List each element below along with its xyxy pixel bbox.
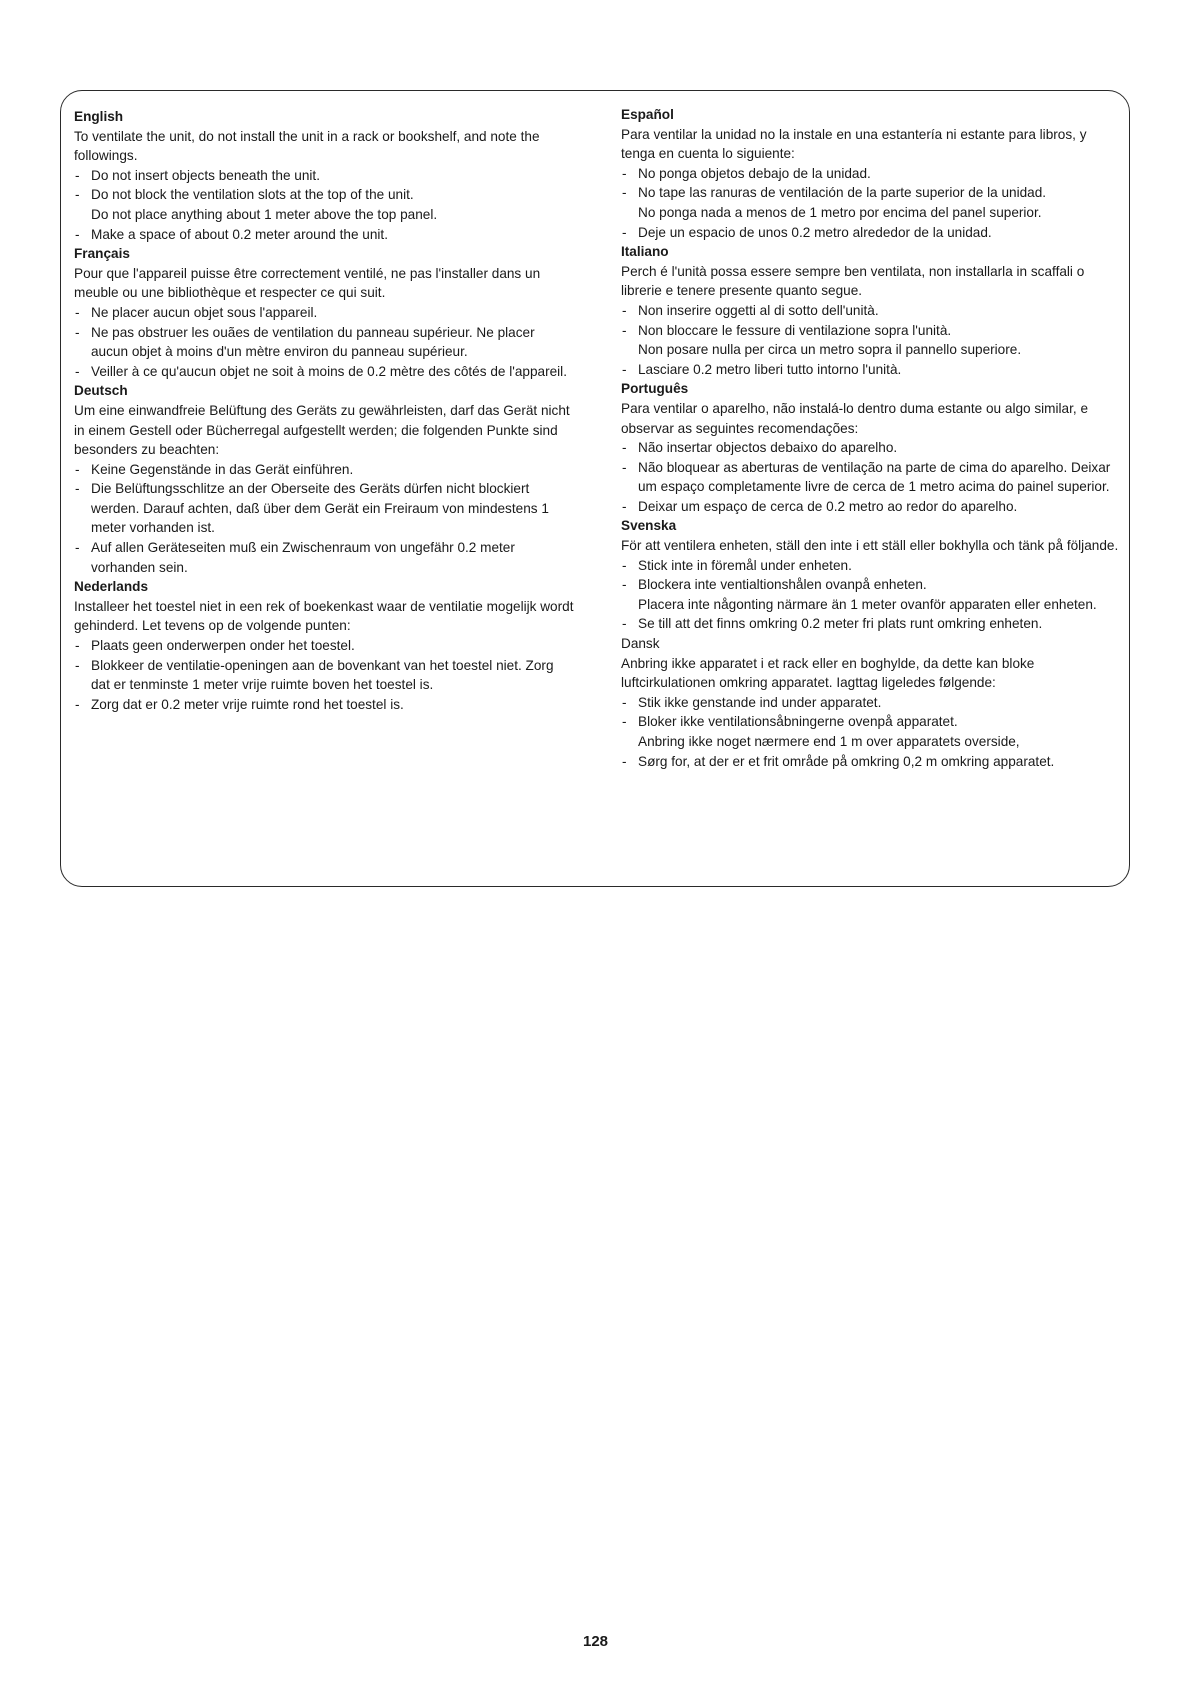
language-section [74, 381, 574, 577]
list-item [74, 636, 574, 656]
instruction-list [621, 301, 1121, 379]
instruction-list [74, 636, 574, 714]
list-item [621, 438, 1121, 458]
list-item-text: No tape las ranuras de ventilación de la parte superior de la unidad. [638, 185, 1047, 201]
list-item [621, 223, 1121, 243]
language-section [74, 244, 574, 381]
list-item [74, 225, 574, 245]
list-item-text: Blokkeer de ventilatie-openingen aan de bovenkant van het toestel niet. Zorg dat er tenminste 1 meter vrije ruimte boven het toestel is. [91, 657, 554, 693]
list-item-text: Do not insert objects beneath the unit. [91, 167, 320, 183]
section-heading: Svenska [621, 518, 677, 534]
list-item [621, 575, 1121, 614]
section-heading: Deutsch [74, 383, 128, 399]
list-item-text: Ne placer aucun objet sous l'appareil. [91, 304, 318, 320]
section-heading: Nederlands [74, 579, 149, 595]
section-intro: Pour que l'appareil puisse être correctement ventilé, ne pas l'installer dans un meuble ou une bibliothèque et respecter ce qui suit. [74, 265, 541, 301]
list-item-text: No ponga objetos debajo de la unidad. [638, 165, 871, 181]
section-intro: För att ventilera enheten, ställ den inte i ett ställ eller bokhylla och tänk på följande. [621, 538, 1119, 554]
bullet-dash: - [622, 714, 627, 730]
language-section [74, 107, 574, 244]
bullet-dash: - [75, 304, 80, 320]
list-item-text: Ne pas obstruer les ouães de ventilation du panneau supérieur. Ne placer aucun objet à moins d'un mètre environ du panneau supérieur. [91, 324, 535, 360]
section-intro: Para ventilar la unidad no la instale en una estantería ni estante para libros, y tenga en cuenta lo siguiente: [621, 126, 1087, 162]
list-item-text: Die Belüftungsschlitze an der Oberseite des Geräts dürfen nicht blockiert werden. Darauf achten, daß über dem Gerät ein Freiraum von mindestens 1 meter vorhanden ist. [91, 481, 549, 536]
list-item [621, 556, 1121, 576]
section-heading: Dansk [621, 636, 660, 652]
list-item [621, 321, 1121, 360]
bullet-dash: - [75, 324, 80, 340]
right-column [621, 105, 1121, 771]
list-item [74, 323, 574, 362]
list-item [74, 656, 574, 695]
list-item-text: Sørg for, at der er et frit område på omkring 0,2 m omkring apparatet. [638, 753, 1055, 769]
bullet-dash: - [622, 557, 627, 573]
section-heading: Italiano [621, 244, 669, 260]
instruction-list [621, 693, 1121, 771]
list-item [74, 303, 574, 323]
instruction-list [74, 303, 574, 381]
list-item-text: Do not block the ventilation slots at the top of the unit. [91, 187, 414, 203]
list-item-text: Auf allen Geräteseiten muß ein Zwischenraum von ungefähr 0.2 meter vorhanden sein. [91, 540, 515, 575]
left-column [74, 107, 574, 714]
list-item-text: Keine Gegenstände in das Gerät einführen. [91, 461, 354, 477]
list-item [74, 479, 574, 538]
bullet-dash: - [75, 461, 80, 477]
section-heading: Português [621, 381, 689, 397]
language-section [621, 242, 1121, 379]
list-item [74, 185, 574, 224]
list-item-text: Se till att det finns omkring 0.2 meter fri plats runt omkring enheten. [638, 616, 1043, 632]
bullet-dash: - [622, 459, 627, 475]
section-heading: Español [621, 107, 674, 122]
bullet-dash: - [622, 361, 627, 377]
list-item-text: Plaats geen onderwerpen onder het toestel. [91, 638, 355, 654]
page-number: 128 [582, 1633, 609, 1650]
list-item-text: Deje un espacio de unos 0.2 metro alrededor de la unidad. [638, 224, 992, 240]
bullet-dash: - [622, 185, 627, 201]
list-item-text: Bloker ikke ventilationsåbningerne ovenpå apparatet. [638, 714, 958, 730]
list-item [74, 362, 574, 382]
language-section [621, 105, 1121, 242]
list-item-text: Deixar um espaço de cerca de 0.2 metro ao redor do aparelho. [638, 498, 1018, 514]
list-item-text: Stick inte in föremål under enheten. [638, 557, 852, 573]
list-item-text: Veiller à ce qu'aucun objet ne soit à moins de 0.2 mètre des côtés de l'appareil. [91, 363, 567, 379]
list-item-note: Non posare nulla per circa un metro sopra il pannello superiore. [638, 342, 1022, 358]
bullet-dash: - [622, 498, 627, 514]
bullet-dash: - [622, 577, 627, 593]
list-item-text: Blockera inte ventialtionshålen ovanpå enheten. [638, 577, 927, 593]
bullet-dash: - [622, 616, 627, 632]
list-item-note: Do not place anything about 1 meter above the top panel. [91, 206, 438, 222]
section-intro: Anbring ikke apparatet i et rack eller en boghylde, da dette kan bloke luftcirkulationen omkring apparatet. Iagttag ligeledes følgende: [621, 655, 1035, 691]
list-item-text: Zorg dat er 0.2 meter vrije ruimte rond het toestel is. [91, 696, 404, 712]
bullet-dash: - [622, 322, 627, 338]
section-heading: English [74, 109, 124, 124]
section-intro: To ventilate the unit, do not install the unit in a rack or bookshelf, and note the followings. [74, 128, 540, 164]
list-item [621, 752, 1121, 772]
list-item [621, 183, 1121, 222]
list-item-text: Non inserire oggetti al di sotto dell'unità. [638, 302, 879, 318]
list-item-text: Não insertar objectos debaixo do aparelho. [638, 440, 898, 456]
list-item [621, 712, 1121, 751]
bullet-dash: - [622, 302, 627, 318]
list-item [74, 695, 574, 715]
bullet-dash: - [622, 753, 627, 769]
bullet-dash: - [622, 165, 627, 181]
section-intro: Para ventilar o aparelho, não instalá-lo dentro duma estante ou algo similar, e observar as seguintes recomendações: [621, 400, 1088, 436]
list-item [621, 693, 1121, 713]
list-item-note: No ponga nada a menos de 1 metro por encima del panel superior. [638, 204, 1042, 220]
list-item-note: Placera inte någonting närmare än 1 meter ovanför apparaten eller enheten. [638, 596, 1097, 612]
list-item [74, 166, 574, 186]
section-intro: Installeer het toestel niet in een rek of boekenkast waar de ventilatie mogelijk wordt gehinderd. Let tevens op de volgende punten: [74, 598, 574, 634]
bullet-dash: - [75, 657, 80, 673]
list-item [621, 301, 1121, 321]
section-intro: Um eine einwandfreie Belüftung des Geräts zu gewährleisten, darf das Gerät nicht in einem Gestell oder Bücherregal aufgestellt werden; die folgenden Punkte sind besonders zu beachten: [74, 402, 570, 458]
bullet-dash: - [622, 440, 627, 456]
bullet-dash: - [75, 187, 80, 203]
list-item [74, 538, 574, 577]
language-section [621, 516, 1121, 634]
list-item-text: Lasciare 0.2 metro liberi tutto intorno l'unità. [638, 361, 902, 377]
bullet-dash: - [75, 540, 80, 556]
language-section [74, 577, 574, 714]
list-item-note: Anbring ikke noget nærmere end 1 m over apparatets overside, [638, 734, 1020, 749]
list-item-text: Não bloquear as aberturas de ventilação na parte de cima do aparelho. Deixar um espaço completamente livre de cerca de 1 metro acima do painel superior. [638, 459, 1111, 495]
list-item [621, 458, 1121, 497]
list-item [621, 360, 1121, 380]
bullet-dash: - [622, 224, 627, 240]
bullet-dash: - [75, 226, 80, 242]
instruction-list [621, 556, 1121, 634]
instruction-list [74, 166, 574, 244]
list-item [74, 460, 574, 480]
list-item [621, 164, 1121, 184]
language-section [621, 379, 1121, 516]
bullet-dash: - [75, 481, 80, 497]
bullet-dash: - [75, 167, 80, 183]
bullet-dash: - [75, 363, 80, 379]
bullet-dash: - [75, 696, 80, 712]
instruction-list [621, 164, 1121, 242]
bullet-dash: - [622, 694, 627, 710]
bullet-dash: - [75, 638, 80, 654]
list-item-text: Make a space of about 0.2 meter around the unit. [91, 226, 388, 242]
list-item [621, 614, 1121, 634]
instruction-list [74, 460, 574, 578]
language-section [621, 634, 1121, 771]
list-item [621, 497, 1121, 517]
list-item-text: Stik ikke genstande ind under apparatet. [638, 694, 882, 710]
instruction-list [621, 438, 1121, 516]
list-item-text: Non bloccare le fessure di ventilazione sopra l'unità. [638, 322, 952, 338]
section-heading: Français [74, 246, 130, 262]
section-intro: Perch é l'unità possa essere sempre ben ventilata, non installarla in scaffali o librerie e tenere presente quanto segue. [621, 263, 1085, 299]
